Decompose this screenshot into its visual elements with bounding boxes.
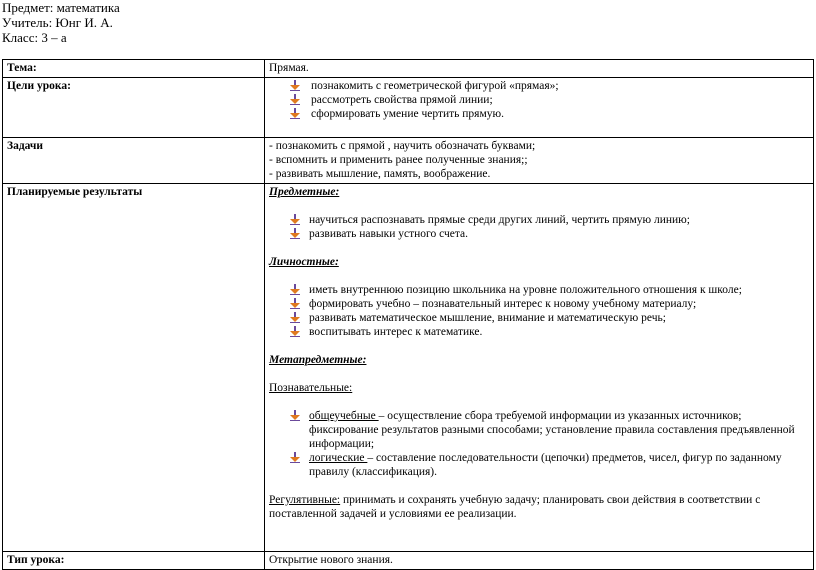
regulatory-term: Регулятивные: <box>269 494 341 506</box>
cognitive-term: общеучебные <box>309 410 379 422</box>
cognitive-list <box>269 409 810 479</box>
task-line: - развивать мышление, память, воображение. <box>269 168 491 180</box>
arrow-bullet-icon <box>289 94 301 106</box>
list-item: общеучебные – осуществление сбора требуемой информации из указанных источников; фиксирование результатов разными способами; установление правила составления предъявленной информации; <box>269 409 810 451</box>
arrow-bullet-icon <box>289 108 301 120</box>
subject-line: Предмет: математика <box>2 0 120 15</box>
list-item: рассмотреть свойства прямой линии; <box>269 93 810 107</box>
list-item: формировать учебно – познавательный интерес к новому учебному материалу; <box>269 297 810 311</box>
row-results <box>3 184 814 552</box>
lesson-type-value: Открытие нового знания. <box>265 552 814 570</box>
goals-cell <box>265 78 814 138</box>
results-label: Планируемые результаты <box>3 184 265 552</box>
list-item: развивать математическое мышление, внимание и математическую речь; <box>269 311 810 325</box>
arrow-bullet-icon <box>289 312 301 324</box>
lesson-type-label: Тип урока: <box>3 552 265 570</box>
regulatory-paragraph: Регулятивные: принимать и сохранять учебную задачу; планировать свои действия в соответствии с поставленной задачей и условиями ее реализации. <box>269 494 761 520</box>
lesson-plan-table <box>2 59 814 570</box>
list-item: логические – составление последовательности (цепочки) предметов, чисел, фигур по заданному правилу (классификация). <box>269 451 810 479</box>
arrow-bullet-icon <box>289 228 301 240</box>
list-item: иметь внутреннюю позицию школьника на уровне положительного отношения к школе; <box>269 283 810 297</box>
list-item: воспитывать интерес к математике. <box>269 325 810 339</box>
document-header <box>2 0 120 45</box>
task-line: - вспомнить и применить ранее полученные знания;; <box>269 154 528 166</box>
meta-results-title: Метапредметные: <box>269 354 367 366</box>
topic-value: Прямая. <box>265 60 814 78</box>
personal-results-title: Личностные: <box>269 256 339 268</box>
row-topic <box>3 60 814 78</box>
subject-results-title: Предметные: <box>269 186 340 198</box>
list-item: познакомить с геометрической фигурой «прямая»; <box>269 79 810 93</box>
arrow-bullet-icon <box>289 298 301 310</box>
arrow-bullet-icon <box>289 80 301 92</box>
arrow-bullet-icon <box>289 326 301 338</box>
arrow-bullet-icon <box>289 452 301 464</box>
cognitive-term: логические <box>309 452 368 464</box>
tasks-cell <box>265 138 814 184</box>
personal-results-list <box>269 283 810 339</box>
subject-results-list <box>269 213 810 241</box>
task-line: - познакомить с прямой , научить обозначать буквами; <box>269 140 536 152</box>
class-line: Класс: 3 – а <box>2 30 67 45</box>
row-tasks <box>3 138 814 184</box>
goals-label: Цели урока: <box>3 78 265 138</box>
arrow-bullet-icon <box>289 214 301 226</box>
list-item: сформировать умение чертить прямую. <box>269 107 810 121</box>
list-item: развивать навыки устного счета. <box>269 227 810 241</box>
results-cell <box>265 184 814 552</box>
arrow-bullet-icon <box>289 284 301 296</box>
goals-list <box>269 79 810 121</box>
row-goals <box>3 78 814 138</box>
cognitive-title: Познавательные: <box>269 382 353 394</box>
teacher-line: Учитель: Юнг И. А. <box>2 15 113 30</box>
topic-label: Тема: <box>3 60 265 78</box>
arrow-bullet-icon <box>289 410 301 422</box>
tasks-label: Задачи <box>3 138 265 184</box>
list-item: научиться распознавать прямые среди других линий, чертить прямую линию; <box>269 213 810 227</box>
